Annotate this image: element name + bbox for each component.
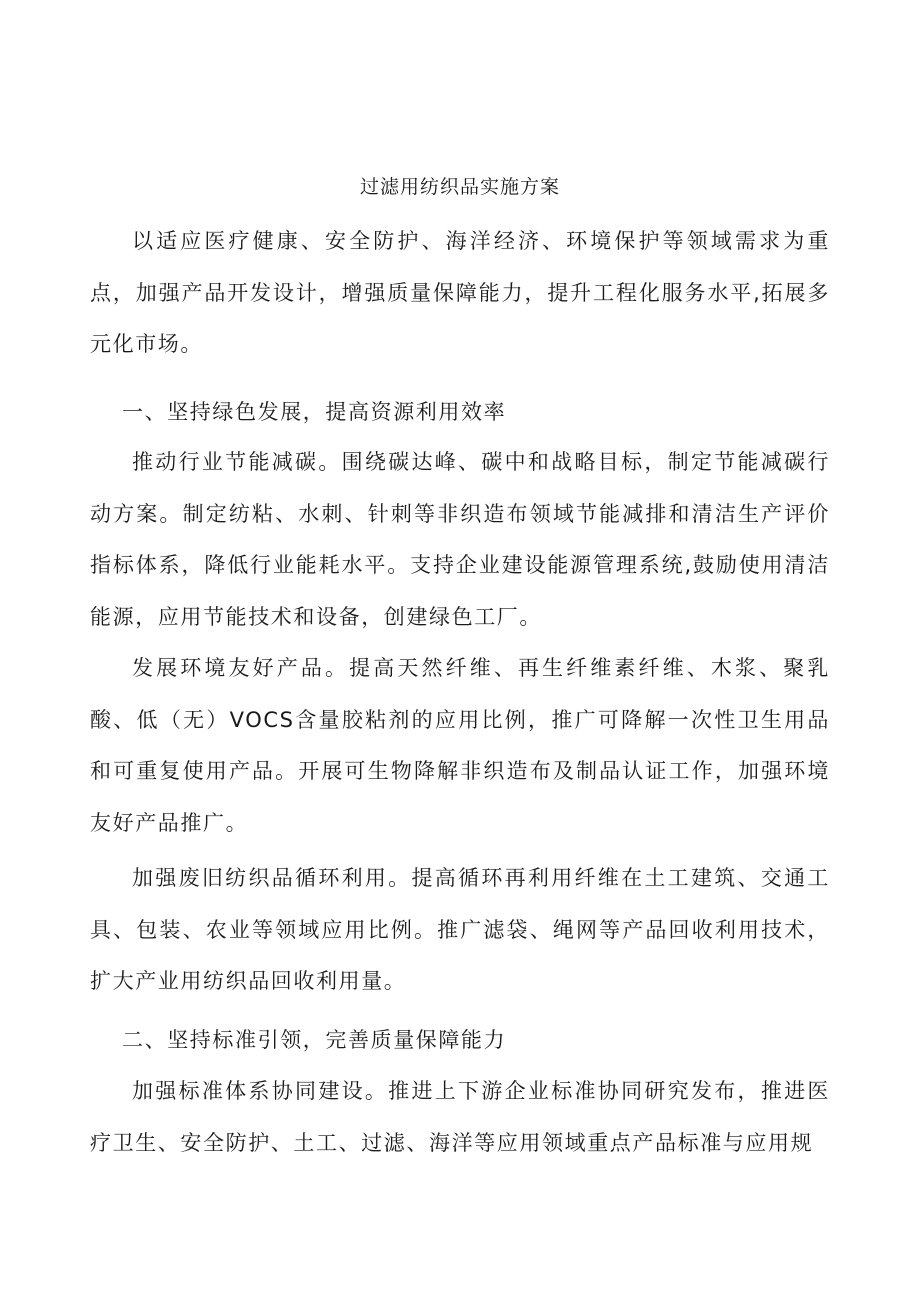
section-2-paragraph-1: 加强标准体系协同建设。推进上下游企业标准协同研究发布，推进医疗卫生、安全防护、土工、过滤、海洋等应用领域重点产品标准与应用规 xyxy=(90,1079,830,1155)
section-1-heading: 一、坚持绿色发展，提高资源利用效率 xyxy=(122,400,507,424)
section-1-paragraph-2: 发展环境友好产品。提高天然纤维、再生纤维素纤维、木浆、聚乳酸、低（无）VOCS含量胶粘剂的应用比例，推广可降解一次性卫生用品和可重复使用产品。开展可生物降解非织造布及制品认证工作，加强环境友好产品推广。 xyxy=(90,656,830,835)
intro-paragraph: 以适应医疗健康、安全防护、海洋经济、环境保护等领域需求为重点，加强产品开发设计，增强质量保障能力，提升工程化服务水平,拓展多元化市场。 xyxy=(90,229,830,357)
document-title: 过滤用纺织品实施方案 xyxy=(359,176,560,198)
section-1-paragraph-3: 加强废旧纺织品循环利用。提高循环再利用纤维在土工建筑、交通工具、包装、农业等领域应用比例。推广滤袋、绳网等产品回收利用技术，扩大产业用纺织品回收利用量。 xyxy=(90,866,830,994)
section-1-paragraph-1: 推动行业节能减碳。围绕碳达峰、碳中和战略目标，制定节能减碳行动方案。制定纺粘、水刺、针刺等非织造布领域节能减排和清洁生产评价指标体系，降低行业能耗水平。支持企业建设能源管理系统,鼓励使用清洁能源，应用节能技术和设备，创建绿色工厂。 xyxy=(90,450,830,629)
section-2-heading: 二、坚持标准引领，完善质量保障能力 xyxy=(122,1028,507,1052)
